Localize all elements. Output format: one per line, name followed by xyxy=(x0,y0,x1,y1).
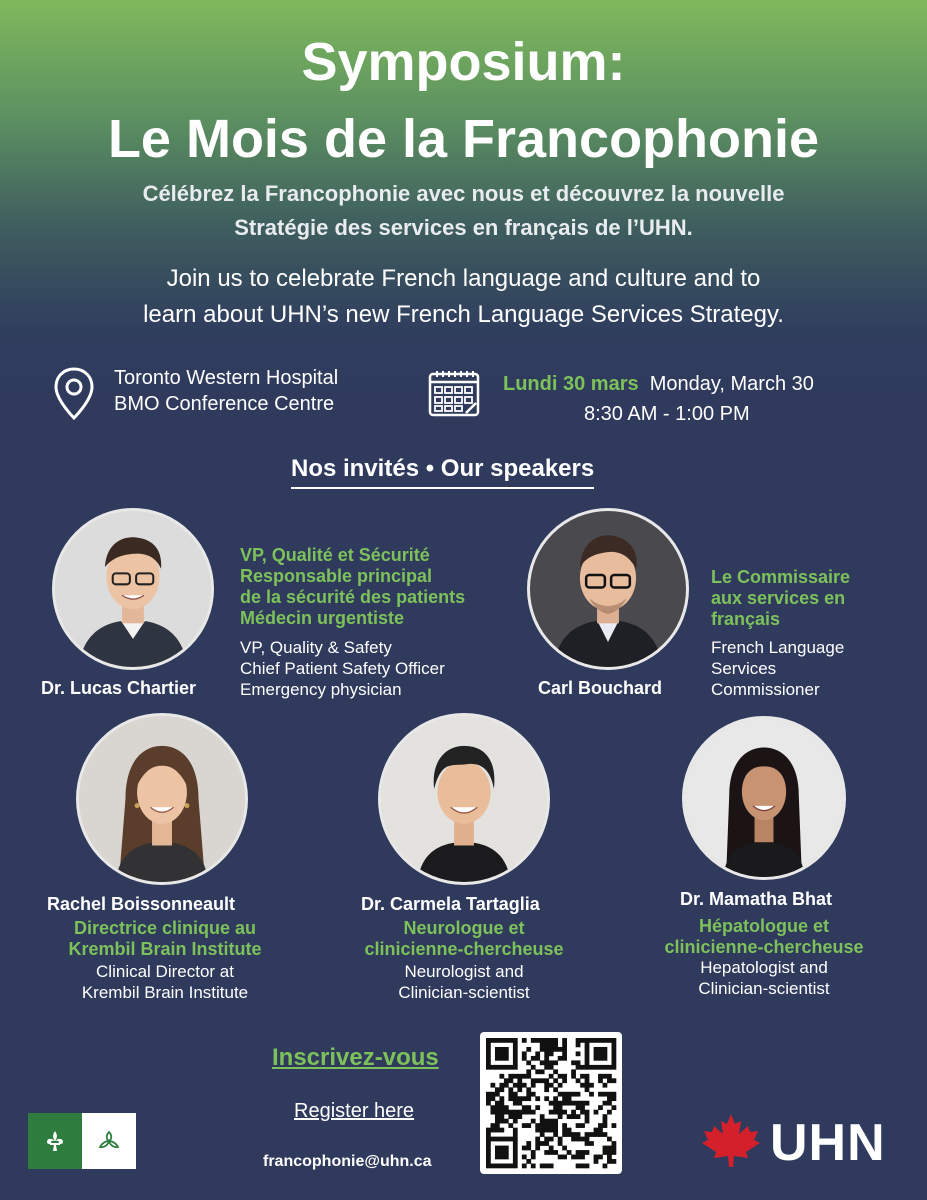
role-fr-line: français xyxy=(711,609,781,629)
speaker-role-fr xyxy=(711,567,850,630)
speaker-role-fr xyxy=(640,916,888,958)
role-en-line: Clinician-scientist xyxy=(698,979,830,998)
franco-ontarian-flag-icon xyxy=(28,1113,136,1169)
speaker-name: Dr. Lucas Chartier xyxy=(41,678,197,698)
role-fr-line: Hépatologue et xyxy=(698,916,829,936)
speaker-role-en xyxy=(240,637,445,700)
speaker-role-fr xyxy=(340,918,588,960)
role-fr-line: Le Commissaire xyxy=(711,567,851,587)
role-fr-line: clinicienne-chercheuse xyxy=(664,937,864,957)
role-fr-line: de la sécurité des patients xyxy=(240,587,466,607)
map-pin-icon xyxy=(52,366,96,422)
subtitle-en-line2: learn about UHN’s new French Language Services Strategy. xyxy=(143,301,784,328)
role-en-line: Neurologist and xyxy=(404,962,524,981)
speaker-role-fr xyxy=(240,545,465,629)
speaker-role-en xyxy=(711,637,844,700)
role-fr-line: Responsable principal xyxy=(240,566,433,586)
location-line2: BMO Conference Centre xyxy=(114,393,335,415)
date-fr: Lundi 30 mars xyxy=(503,373,639,395)
speaker-photo-lucas-chartier xyxy=(52,508,214,670)
subtitle-en xyxy=(0,261,927,333)
role-fr-line: aux services en xyxy=(711,588,846,608)
speaker-photo-carl-bouchard xyxy=(527,508,689,670)
event-date xyxy=(503,370,814,398)
role-fr-line: Krembil Brain Institute xyxy=(68,939,262,959)
role-en-line: Services xyxy=(711,659,777,678)
location-line1: Toronto Western Hospital xyxy=(114,367,339,389)
date-en: Monday, March 30 xyxy=(649,373,814,395)
maple-leaf-icon xyxy=(700,1112,762,1168)
role-fr-line: clinicienne-chercheuse xyxy=(364,939,564,959)
role-en-line: Emergency physician xyxy=(240,680,402,699)
speaker-name: Carl Bouchard xyxy=(538,678,663,698)
role-fr-line: VP, Qualité et Sécurité xyxy=(240,545,430,565)
speaker-name: Dr. Carmela Tartaglia xyxy=(361,894,540,914)
subtitle-fr xyxy=(0,177,927,245)
role-en-line: Hepatologist and xyxy=(700,958,828,977)
role-en-line: Chief Patient Safety Officer xyxy=(240,659,445,678)
role-en-line: Krembil Brain Institute xyxy=(81,983,249,1002)
role-fr-line: Neurologue et xyxy=(403,918,525,938)
fleur-de-lis-icon xyxy=(28,1113,82,1169)
role-en-line: French Language xyxy=(711,638,845,657)
role-en-line: Clinical Director at xyxy=(96,962,234,981)
page-title-line2: Le Mois de la Francophonie xyxy=(107,109,820,169)
register-link-fr[interactable]: Inscrivez-vous xyxy=(272,1044,439,1071)
role-fr-line: Médecin urgentiste xyxy=(240,608,405,628)
qr-code-icon[interactable] xyxy=(480,1032,622,1174)
speaker-photo-carmela-tartaglia xyxy=(378,713,550,885)
page-title-line1: Symposium: xyxy=(301,32,626,92)
speaker-role-en xyxy=(640,957,888,999)
speaker-name: Dr. Mamatha Bhat xyxy=(680,889,833,909)
event-location xyxy=(114,365,338,417)
contact-email[interactable]: francophonie@uhn.ca xyxy=(263,1153,432,1170)
role-fr-line: Directrice clinique au xyxy=(73,918,257,938)
role-en-line: Commissioner xyxy=(711,680,820,699)
speaker-name: Rachel Boissonneault xyxy=(47,894,236,914)
subtitle-en-line1: Join us to celebrate French language and culture and to xyxy=(166,265,761,292)
role-en-line: VP, Quality & Safety xyxy=(240,638,392,657)
speaker-role-en xyxy=(340,961,588,1003)
speaker-role-en xyxy=(44,961,286,1003)
subtitle-fr-line1: Célébrez la Francophonie avec nous et découvrez la nouvelle xyxy=(142,181,785,206)
uhn-logo: UHN xyxy=(770,1114,886,1172)
subtitle-fr-line2: Stratégie des services en français de l’UHN. xyxy=(234,215,693,240)
register-link-en[interactable]: Register here xyxy=(294,1100,415,1122)
trillium-icon xyxy=(82,1113,136,1169)
event-time: 8:30 AM - 1:00 PM xyxy=(584,403,750,425)
speaker-photo-rachel-boissonneault xyxy=(76,713,248,885)
calendar-icon xyxy=(428,369,482,417)
speaker-role-fr xyxy=(44,918,286,960)
speakers-heading: Nos invités • Our speakers xyxy=(291,454,594,489)
role-en-line: Clinician-scientist xyxy=(398,983,530,1002)
speaker-photo-mamatha-bhat xyxy=(682,716,846,880)
